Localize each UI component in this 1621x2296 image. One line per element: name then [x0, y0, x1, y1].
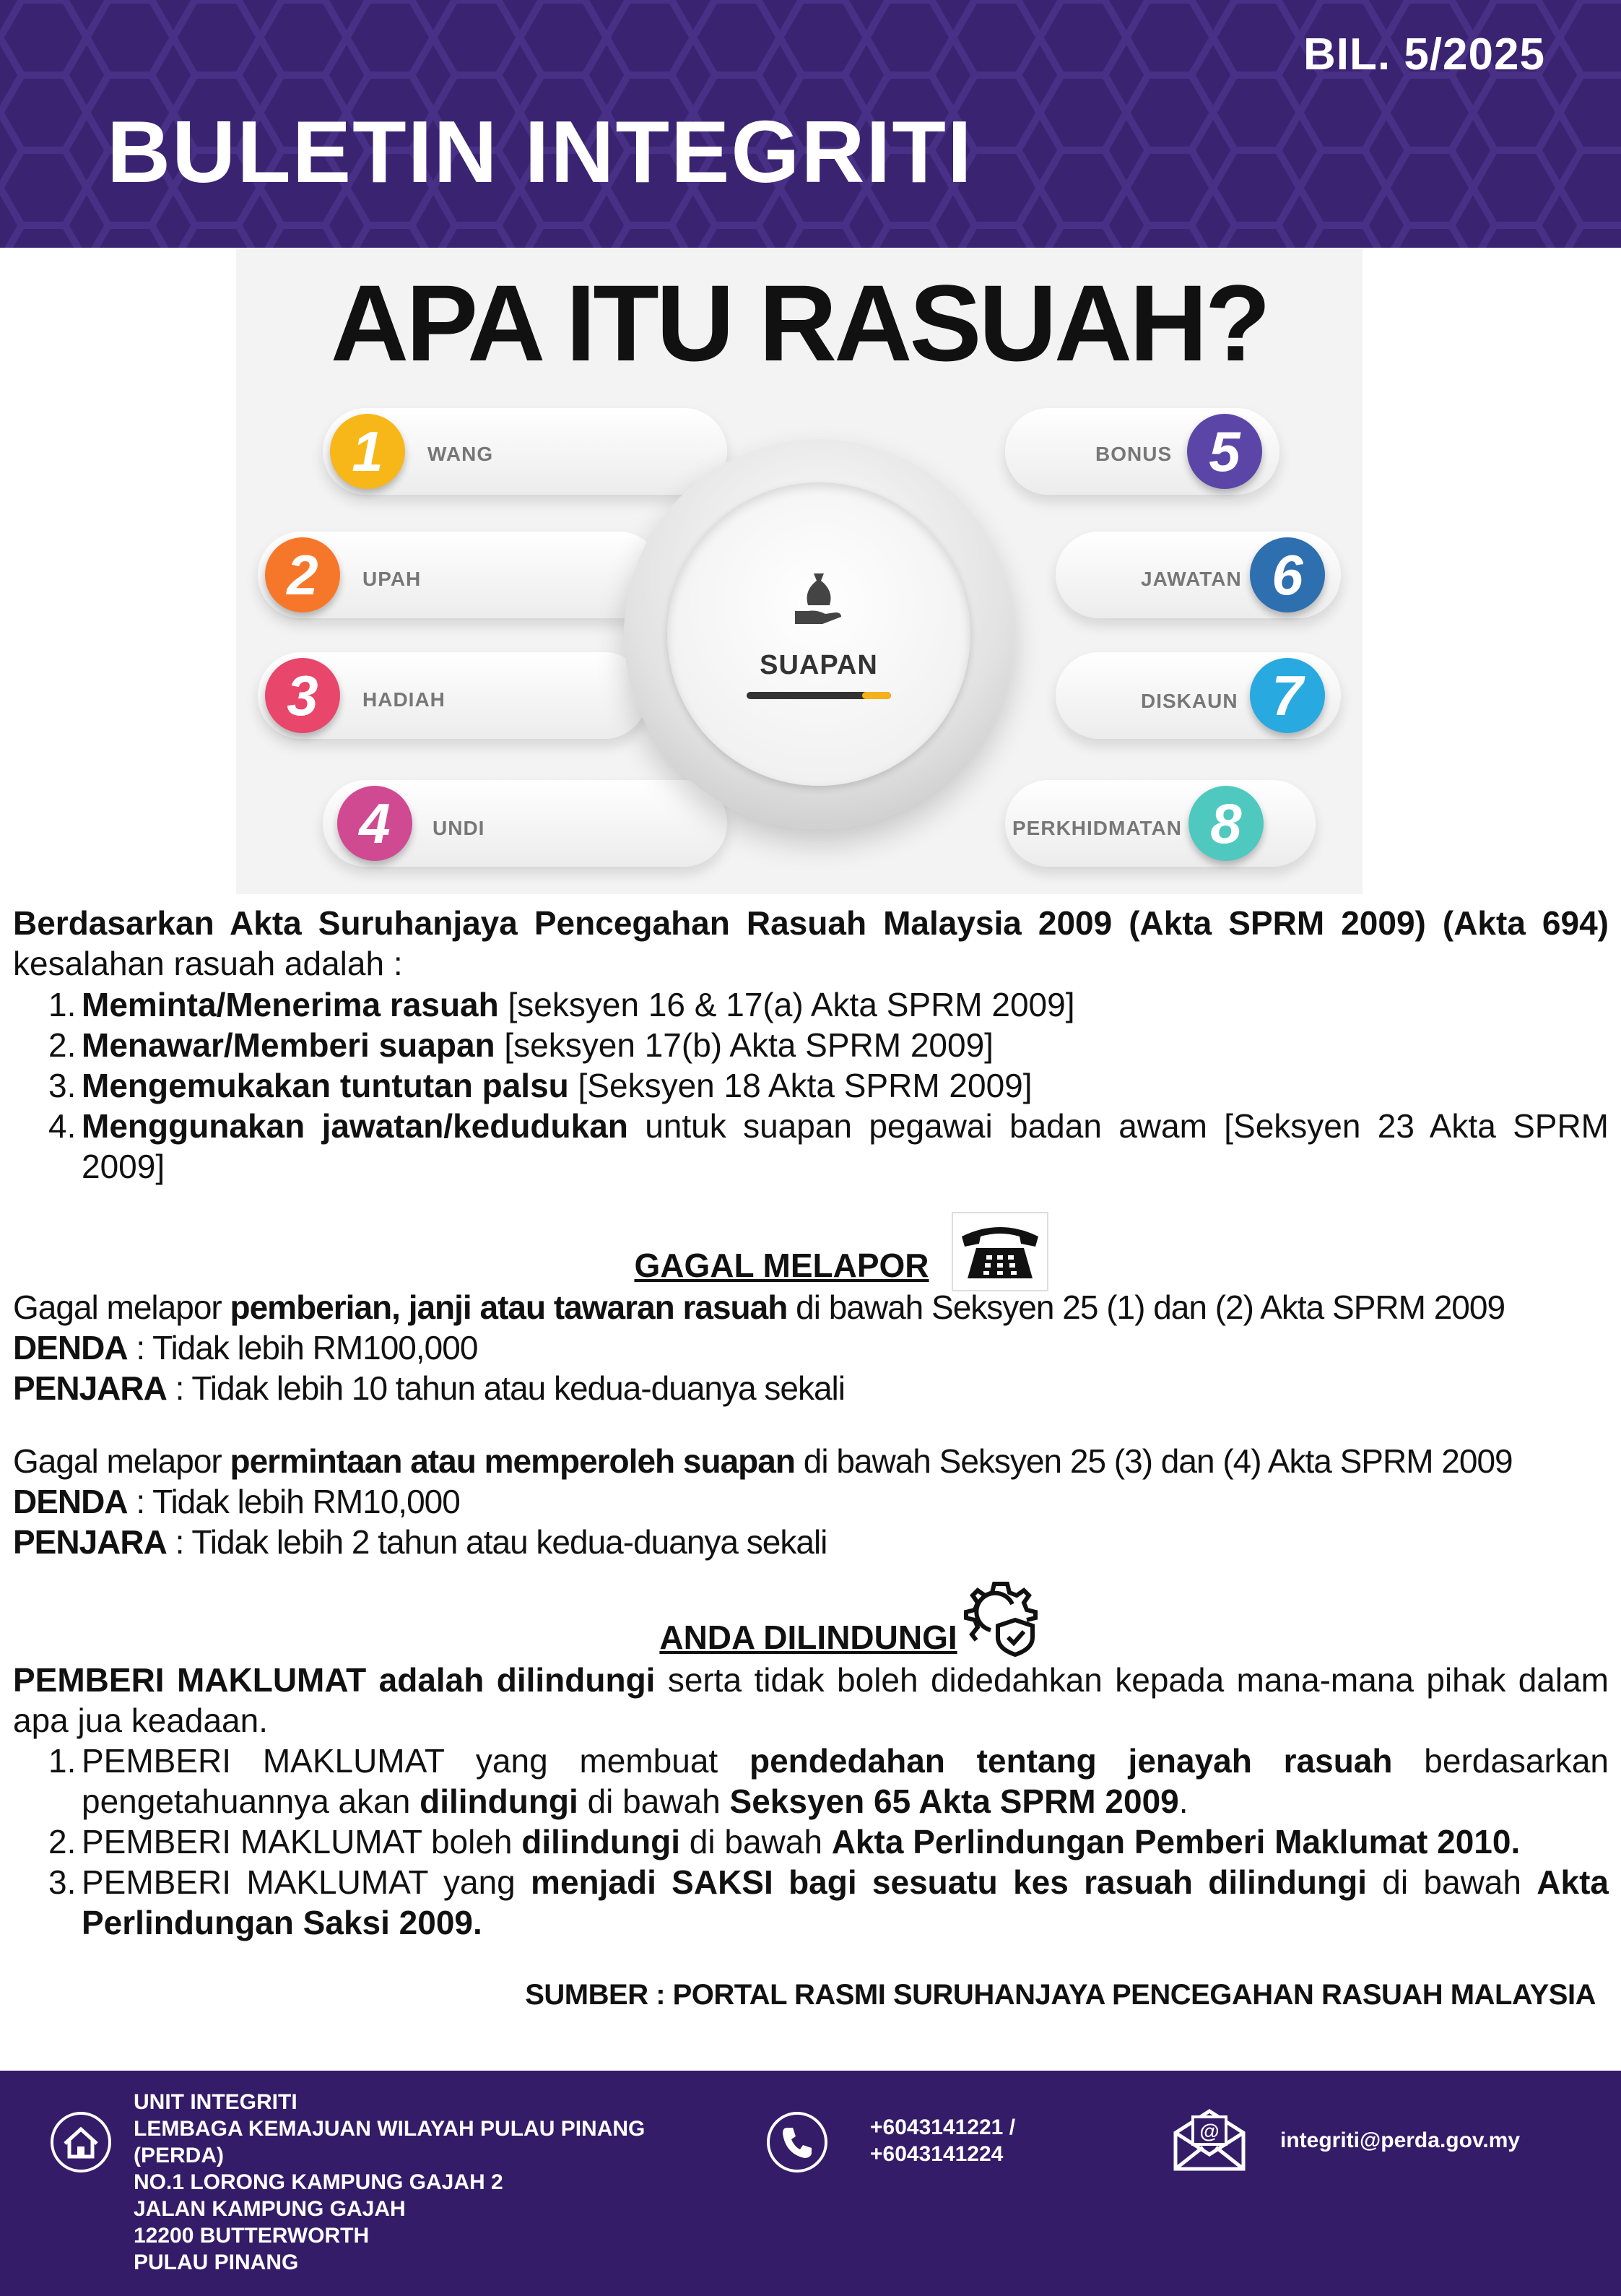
item-label-1: WANG — [427, 443, 494, 465]
gagal-line-1 — [13, 1287, 1609, 1327]
offence-ref: [Seksyen 18 Akta SPRM 2009] — [568, 1067, 1033, 1104]
list-item — [48, 1025, 1609, 1065]
denda-label: DENDA — [13, 1483, 128, 1520]
item-badge-2: 2 — [265, 537, 340, 612]
list-number: 1. — [48, 986, 77, 1023]
address-line: LEMBAGA KEMAJUAN WILAYAH PULAU PINANG — [134, 2117, 646, 2141]
address-line: (PERDA) — [134, 2144, 224, 2167]
text: di bawah — [1367, 1863, 1537, 1901]
intro-bold: Berdasarkan Akta Suruhanjaya Pencegahan Rasuah Malaysia 2009 (Akta SPRM 2009) (Akta 694) — [13, 904, 1609, 942]
denda-line — [13, 1327, 1609, 1368]
offence-ref: [seksyen 16 & 17(a) Akta SPRM 2009] — [498, 986, 1075, 1023]
item-badge-7: 7 — [1250, 658, 1325, 733]
list-number: 4. — [48, 1107, 77, 1145]
denda-value: : Tidak lebih RM100,000 — [127, 1329, 478, 1366]
list-number: 3. — [48, 1863, 77, 1901]
offence-bold: Mengemukakan tuntutan palsu — [82, 1067, 569, 1104]
text-bold: Akta Perlindungan Pemberi Maklumat 2010. — [831, 1823, 1521, 1860]
item-badge-4: 4 — [337, 786, 412, 861]
text-bold: dilindungi — [521, 1823, 680, 1860]
suapan-center — [667, 482, 970, 786]
footer-phone[interactable] — [870, 2114, 1015, 2167]
offence-bold: Menawar/Memberi suapan — [82, 1026, 495, 1064]
intro-rest: serta tidak boleh didedahkan kepada mana-mana pihak dalam apa jua keadaan. — [13, 1661, 1609, 1739]
address-line: JALAN KAMPUNG GAJAH — [134, 2197, 406, 2221]
item-badge-5: 5 — [1187, 414, 1262, 489]
telephone-icon — [952, 1212, 1048, 1291]
address-line: NO.1 LORONG KAMPUNG GAJAH 2 — [134, 2170, 503, 2194]
section-heading-text: GAGAL MELAPOR — [634, 1247, 929, 1284]
header-banner — [0, 0, 1621, 248]
text: Gagal melapor — [13, 1288, 230, 1326]
list-item — [48, 1065, 1609, 1106]
svg-text:@: @ — [1199, 2120, 1220, 2142]
penjara-label: PENJARA — [13, 1523, 167, 1561]
item-label-7: DISKAUN — [1141, 690, 1238, 712]
text-bold: Seksyen 65 Akta SPRM 2009 — [729, 1782, 1179, 1820]
penjara-value: : Tidak lebih 10 tahun atau kedua-duanya sekali — [166, 1369, 845, 1407]
item-label-4: UNDI — [433, 817, 485, 839]
text-bold: menjadi SAKSI bagi sesuatu kes rasuah dilindungi — [531, 1863, 1367, 1901]
gagal-line-2 — [13, 1441, 1609, 1481]
phone-line[interactable]: +6043141221 / — [870, 2115, 1016, 2139]
denda-line — [13, 1481, 1609, 1522]
address-line: 12200 BUTTERWORTH — [134, 2224, 370, 2248]
offence-ref: untuk suapan pegawai badan awam [Seksyen 23 Akta SPRM 2009] — [82, 1107, 1609, 1185]
penjara-label: PENJARA — [13, 1369, 167, 1407]
suapan-underline — [747, 692, 891, 699]
intro-paragraph — [13, 903, 1609, 984]
footer-bar — [0, 2071, 1621, 2296]
suapan-ring — [624, 439, 1014, 829]
section-heading-text: ANDA DILINDUNGI — [659, 1619, 957, 1656]
list-item — [48, 1862, 1609, 1943]
dilindungi-intro — [13, 1660, 1609, 1741]
list-number: 2. — [48, 1026, 77, 1064]
text-bold: permintaan atau memperoleh suapan — [230, 1442, 795, 1480]
item-badge-1: 1 — [330, 414, 405, 489]
gagal-block-2 — [13, 1441, 1609, 1562]
suapan-label: SUAPAN — [760, 650, 878, 680]
text: di bawah — [578, 1782, 730, 1820]
text: berdasarkan pengetahuannya akan — [82, 1742, 1609, 1820]
address-line: PULAU PINANG — [134, 2250, 299, 2274]
anda-dilindungi-heading — [0, 1618, 1619, 1657]
text-bold: dilindungi — [420, 1782, 578, 1820]
list-item — [48, 1821, 1609, 1862]
item-label-6: JAWATAN — [1141, 568, 1242, 590]
text: di bawah Seksyen 25 (1) dan (2) Akta SPRM 2009 — [787, 1288, 1505, 1326]
text: Gagal melapor — [13, 1442, 230, 1480]
list-number: 3. — [48, 1067, 77, 1104]
item-badge-6: 6 — [1250, 537, 1325, 612]
item-label-5: BONUS — [1095, 443, 1173, 465]
footer-address — [134, 2089, 726, 2276]
text-bold: pendedahan tentang jenayah rasuah — [749, 1742, 1393, 1780]
text: . — [1178, 1782, 1188, 1820]
footer-email[interactable]: integriti@perda.gov.my — [1280, 2128, 1521, 2152]
phone-icon — [767, 2112, 827, 2172]
item-label-3: HADIAH — [362, 688, 446, 711]
bulletin-title: BULETIN INTEGRITI — [107, 103, 973, 201]
address-line: UNIT INTEGRITI — [134, 2090, 297, 2114]
list-item — [48, 984, 1609, 1025]
text: PEMBERI MAKLUMAT yang membuat — [82, 1742, 749, 1780]
item-badge-8: 8 — [1188, 786, 1264, 861]
text-bold: Akta Perlindungan Saksi 2009. — [82, 1863, 1609, 1941]
phone-line[interactable]: +6043141224 — [870, 2142, 1004, 2166]
email-icon — [1171, 2107, 1248, 2172]
source-credit: SUMBER : PORTAL RASMI SURUHANJAYA PENCEGAHAN RASUAH MALAYSIA — [525, 1979, 1596, 2011]
intro-rest: kesalahan rasuah adalah : — [13, 945, 403, 982]
rasuah-infographic — [236, 248, 1363, 894]
item-label-2: UPAH — [362, 568, 422, 590]
list-item — [48, 1106, 1609, 1187]
intro-bold: PEMBERI MAKLUMAT adalah dilindungi — [13, 1661, 656, 1699]
item-badge-3: 3 — [265, 658, 340, 733]
text: PEMBERI MAKLUMAT yang — [82, 1863, 531, 1901]
penjara-line — [13, 1522, 1609, 1562]
item-label-8: PERKHIDMATAN — [1012, 817, 1182, 839]
gagal-melapor-heading — [0, 1246, 1592, 1285]
gagal-block-1 — [13, 1287, 1609, 1408]
list-item — [48, 1741, 1609, 1821]
text: PEMBERI MAKLUMAT boleh — [82, 1823, 522, 1860]
offence-bold: Meminta/Menerima rasuah — [82, 986, 499, 1023]
list-number: 1. — [48, 1742, 77, 1780]
infographic-title: APA ITU RASUAH? — [330, 262, 1269, 384]
text: di bawah — [680, 1823, 832, 1860]
denda-label: DENDA — [13, 1329, 128, 1366]
text: di bawah Seksyen 25 (3) dan (4) Akta SPRM 2009 — [794, 1442, 1513, 1480]
list-number: 2. — [48, 1823, 77, 1860]
offence-ref: [seksyen 17(b) Akta SPRM 2009] — [495, 1026, 994, 1064]
penjara-line — [13, 1368, 1609, 1408]
money-bag-hand-icon — [794, 569, 844, 634]
denda-value: : Tidak lebih RM10,000 — [127, 1483, 460, 1520]
text-bold: pemberian, janji atau tawaran rasuah — [230, 1288, 788, 1326]
home-icon — [51, 2112, 111, 2172]
gear-shield-icon — [962, 1578, 1041, 1658]
penjara-value: : Tidak lebih 2 tahun atau kedua-duanya sekali — [166, 1523, 827, 1561]
issue-number: BIL. 5/2025 — [1303, 30, 1545, 79]
offence-bold: Menggunakan jawatan/kedudukan — [82, 1107, 628, 1145]
